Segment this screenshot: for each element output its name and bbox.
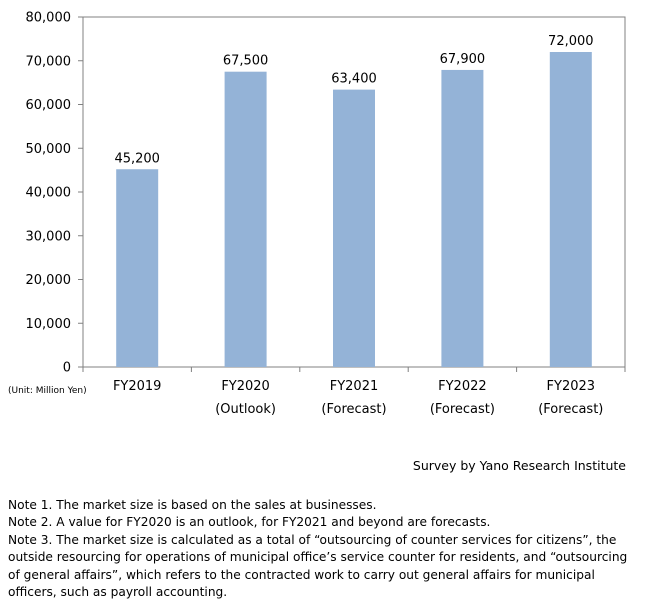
bar [333,90,375,367]
note-1: Note 1. The market size is based on the sales at businesses. [8,498,377,512]
notes [8,497,640,601]
x-tick-label: FY2023 [546,379,596,394]
y-tick-label: 40,000 [25,185,71,201]
x-tick-sublabel: (Outlook) [215,402,276,417]
bar [116,169,158,367]
y-tick-label: 10,000 [25,316,71,332]
y-tick-label: 60,000 [25,98,71,113]
y-tick-label: 70,000 [25,54,71,70]
bar [225,72,267,367]
x-tick-label: FY2022 [438,379,487,394]
unit-label: (Unit: Million Yen) [8,386,87,396]
note-2: Note 2. A value for FY2020 is an outlook, for FY2021 and beyond are forecasts. [8,515,491,530]
data-label: 72,000 [548,34,594,49]
y-tick-label: 80,000 [25,10,71,26]
x-tick-sublabel: (Forecast) [538,402,604,417]
x-tick-label: FY2021 [329,379,379,394]
source-credit: Survey by Yano Research Institute [412,458,626,473]
bar [550,52,592,367]
x-tick-sublabel: (Forecast) [429,402,495,417]
x-tick-sublabel: (Forecast) [321,402,387,417]
x-tick-label: FY2019 [112,379,162,394]
y-tick-label: 0 [62,360,71,376]
y-tick-label: 50,000 [25,141,71,157]
x-tick-label: FY2020 [221,379,270,394]
bar [441,70,483,367]
data-label: 67,900 [439,51,486,67]
y-tick-label: 30,000 [25,229,71,245]
data-label: 63,400 [331,71,377,87]
y-tick-label: 20,000 [25,273,71,288]
data-label: 45,200 [114,151,160,167]
data-label: 67,500 [222,53,269,69]
note-3: Note 3. The market size is calculated as a total of “outsourcing of counter services for citizens”, the outside resourcing for operations of municipal office’s service counter for residents, and “outsourcing of general affairs”, which refers to the contracted work to carry out general affairs for municipal officers, such as payroll accounting. [8,532,628,600]
